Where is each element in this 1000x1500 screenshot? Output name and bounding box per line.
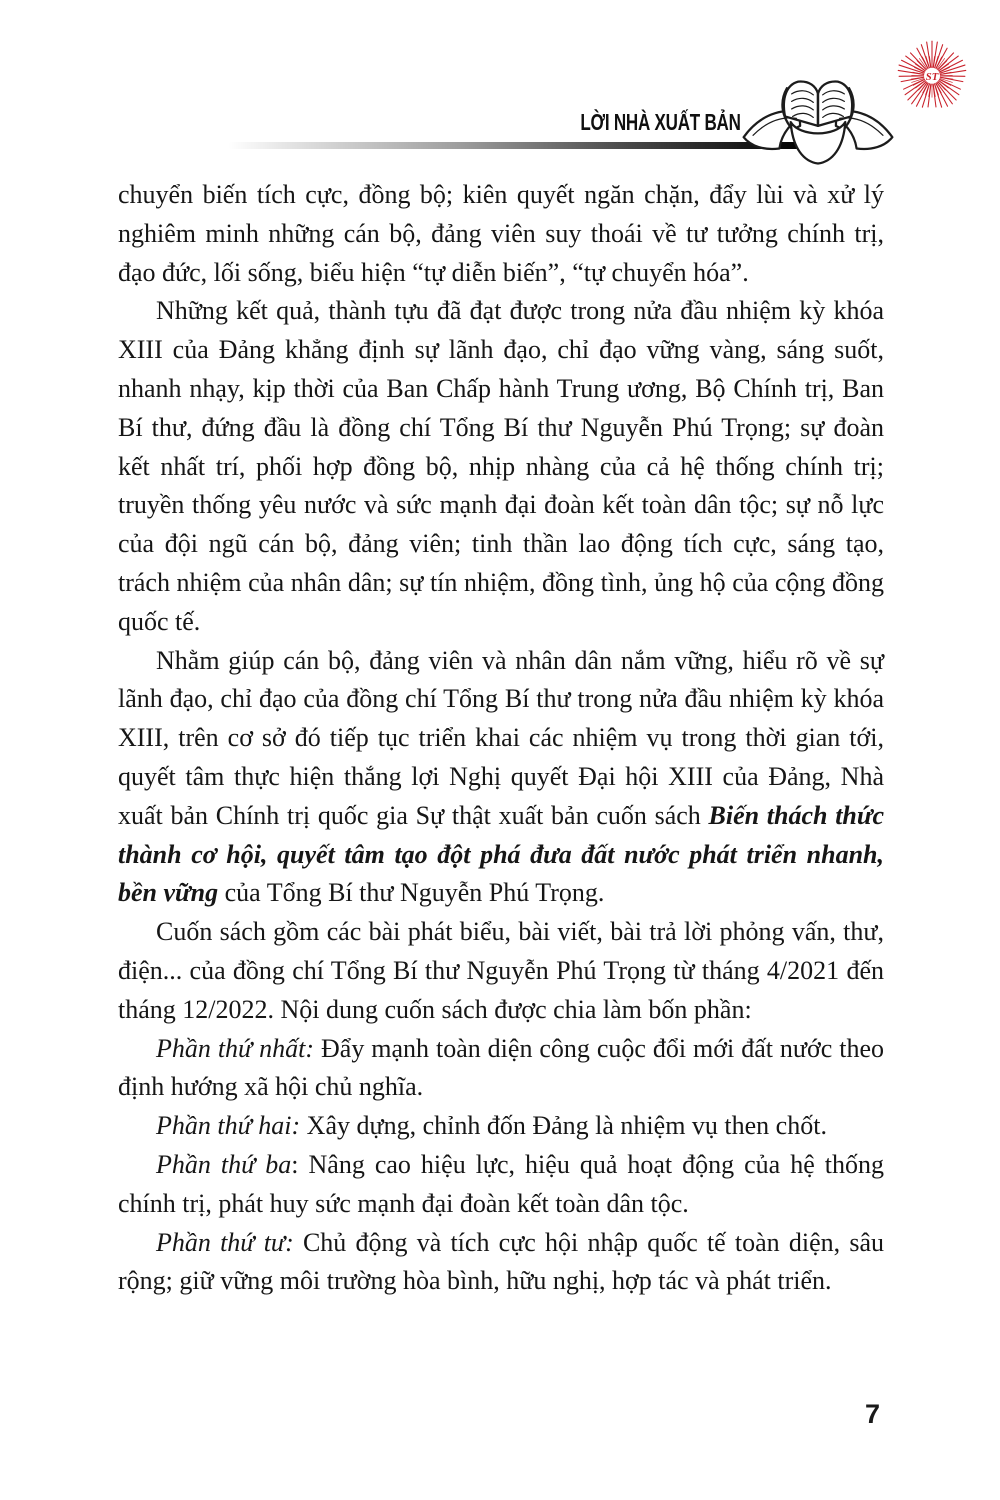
text-segment: Xây dựng, chỉnh đốn Đảng là nhiệm vụ then chốt. [300,1111,827,1141]
paragraph [118,1224,884,1302]
text-segment: Phần thứ tư: [156,1227,294,1257]
text-segment: Cuốn sách gồm các bài phát biểu, bài viết, bài trả lời phỏng vấn, thư, điện... của đồng chí Tổng Bí thư Nguyễn Phú Trọng từ tháng 4/2021 đến tháng 12/2022. Nội dung cuốn sách được chia làm bốn phần: [118,917,884,1024]
text-segment: Chủ động và tích cực hội nhập quốc tế toàn diện, sâu rộng; giữ vững môi trường hòa bình, hữu nghị, hợp tác và phát triển. [118,1227,884,1296]
paragraph [118,1146,884,1224]
paragraph [118,292,884,641]
text-segment: Phần thứ ba [156,1149,292,1179]
text-segment: chuyển biến tích cực, đồng bộ; kiên quyết ngăn chặn, đẩy lùi và xử lý nghiêm minh những cán bộ, đảng viên suy thoái về tư tưởng chính trị, đạo đức, lối sống, biểu hiện “tự diễn biến”, “tự chuyển hóa”. [118,180,884,287]
header-rule-divider [228,142,803,149]
svg-text:ST: ST [925,71,939,83]
text-segment: Phần thứ nhất: [156,1033,315,1063]
text-segment: Nhằm giúp cán bộ, đảng viên và nhân dân nắm vững, hiểu rõ về sự lãnh đạo, chỉ đạo của đồng chí Tổng Bí thư trong nửa đầu nhiệm kỳ khóa XIII, trên cơ sở đó tiếp tục triển khai các nhiệm vụ trong thời gian tới, quyết tâm thực hiện thắng lợi Nghị quyết Đại hội XIII của Đảng, Nhà xuất bản Chính trị quốc gia Sự thật xuất bản cuốn sách [118,645,884,830]
paragraph [118,1107,884,1146]
text-segment: của Tổng Bí thư Nguyễn Phú Trọng. [218,878,605,908]
paragraph [118,913,884,1029]
header-title: LỜI NHÀ XUẤT BẢN [580,109,741,135]
paragraph [118,1030,884,1108]
text-segment: Biến thách thức thành cơ hội, quyết tâm tạo đột phá đưa đất nước phát triển nhanh, bền vững [118,800,884,908]
text-segment: Đẩy mạnh toàn diện công cuộc đổi mới đất nước theo định hướng xã hội chủ nghĩa. [118,1033,884,1102]
text-segment: Những kết quả, thành tựu đã đạt được trong nửa đầu nhiệm kỳ khóa XIII của Đảng khẳng định sự lãnh đạo, chỉ đạo vững vàng, sáng suốt, nhanh nhạy, kịp thời của Ban Chấp hành Trung ương, Bộ Chính trị, Ban Bí thư, đứng đầu là đồng chí Tổng Bí thư Nguyễn Phú Trọng; sự đoàn kết nhất trí, phối hợp đồng bộ, nhịp nhàng của cả hệ thống chính trị; truyền thống yêu nước và sức mạnh đại đoàn kết toàn dân tộc; sự nỗ lực của đội ngũ cán bộ, đảng viên; tinh thần lao động tích cực, sáng tạo, trách nhiệm của nhân dân; sự tín nhiệm, đồng tình, ủng hộ của cộng đồng quốc tế. [118,296,884,636]
paragraph [118,642,884,914]
body-text [118,176,884,1301]
page-number: 7 [864,1399,880,1429]
text-segment: : Nâng cao hiệu lực, hiệu quả hoạt động của hệ thống chính trị, phát huy sức mạnh đại đoàn kết toàn dân tộc. [118,1149,884,1218]
text-segment: Phần thứ hai: [156,1111,301,1141]
publisher-starburst-icon [886,34,978,114]
paragraph [118,176,884,292]
lotus-open-book-icon [738,76,898,172]
